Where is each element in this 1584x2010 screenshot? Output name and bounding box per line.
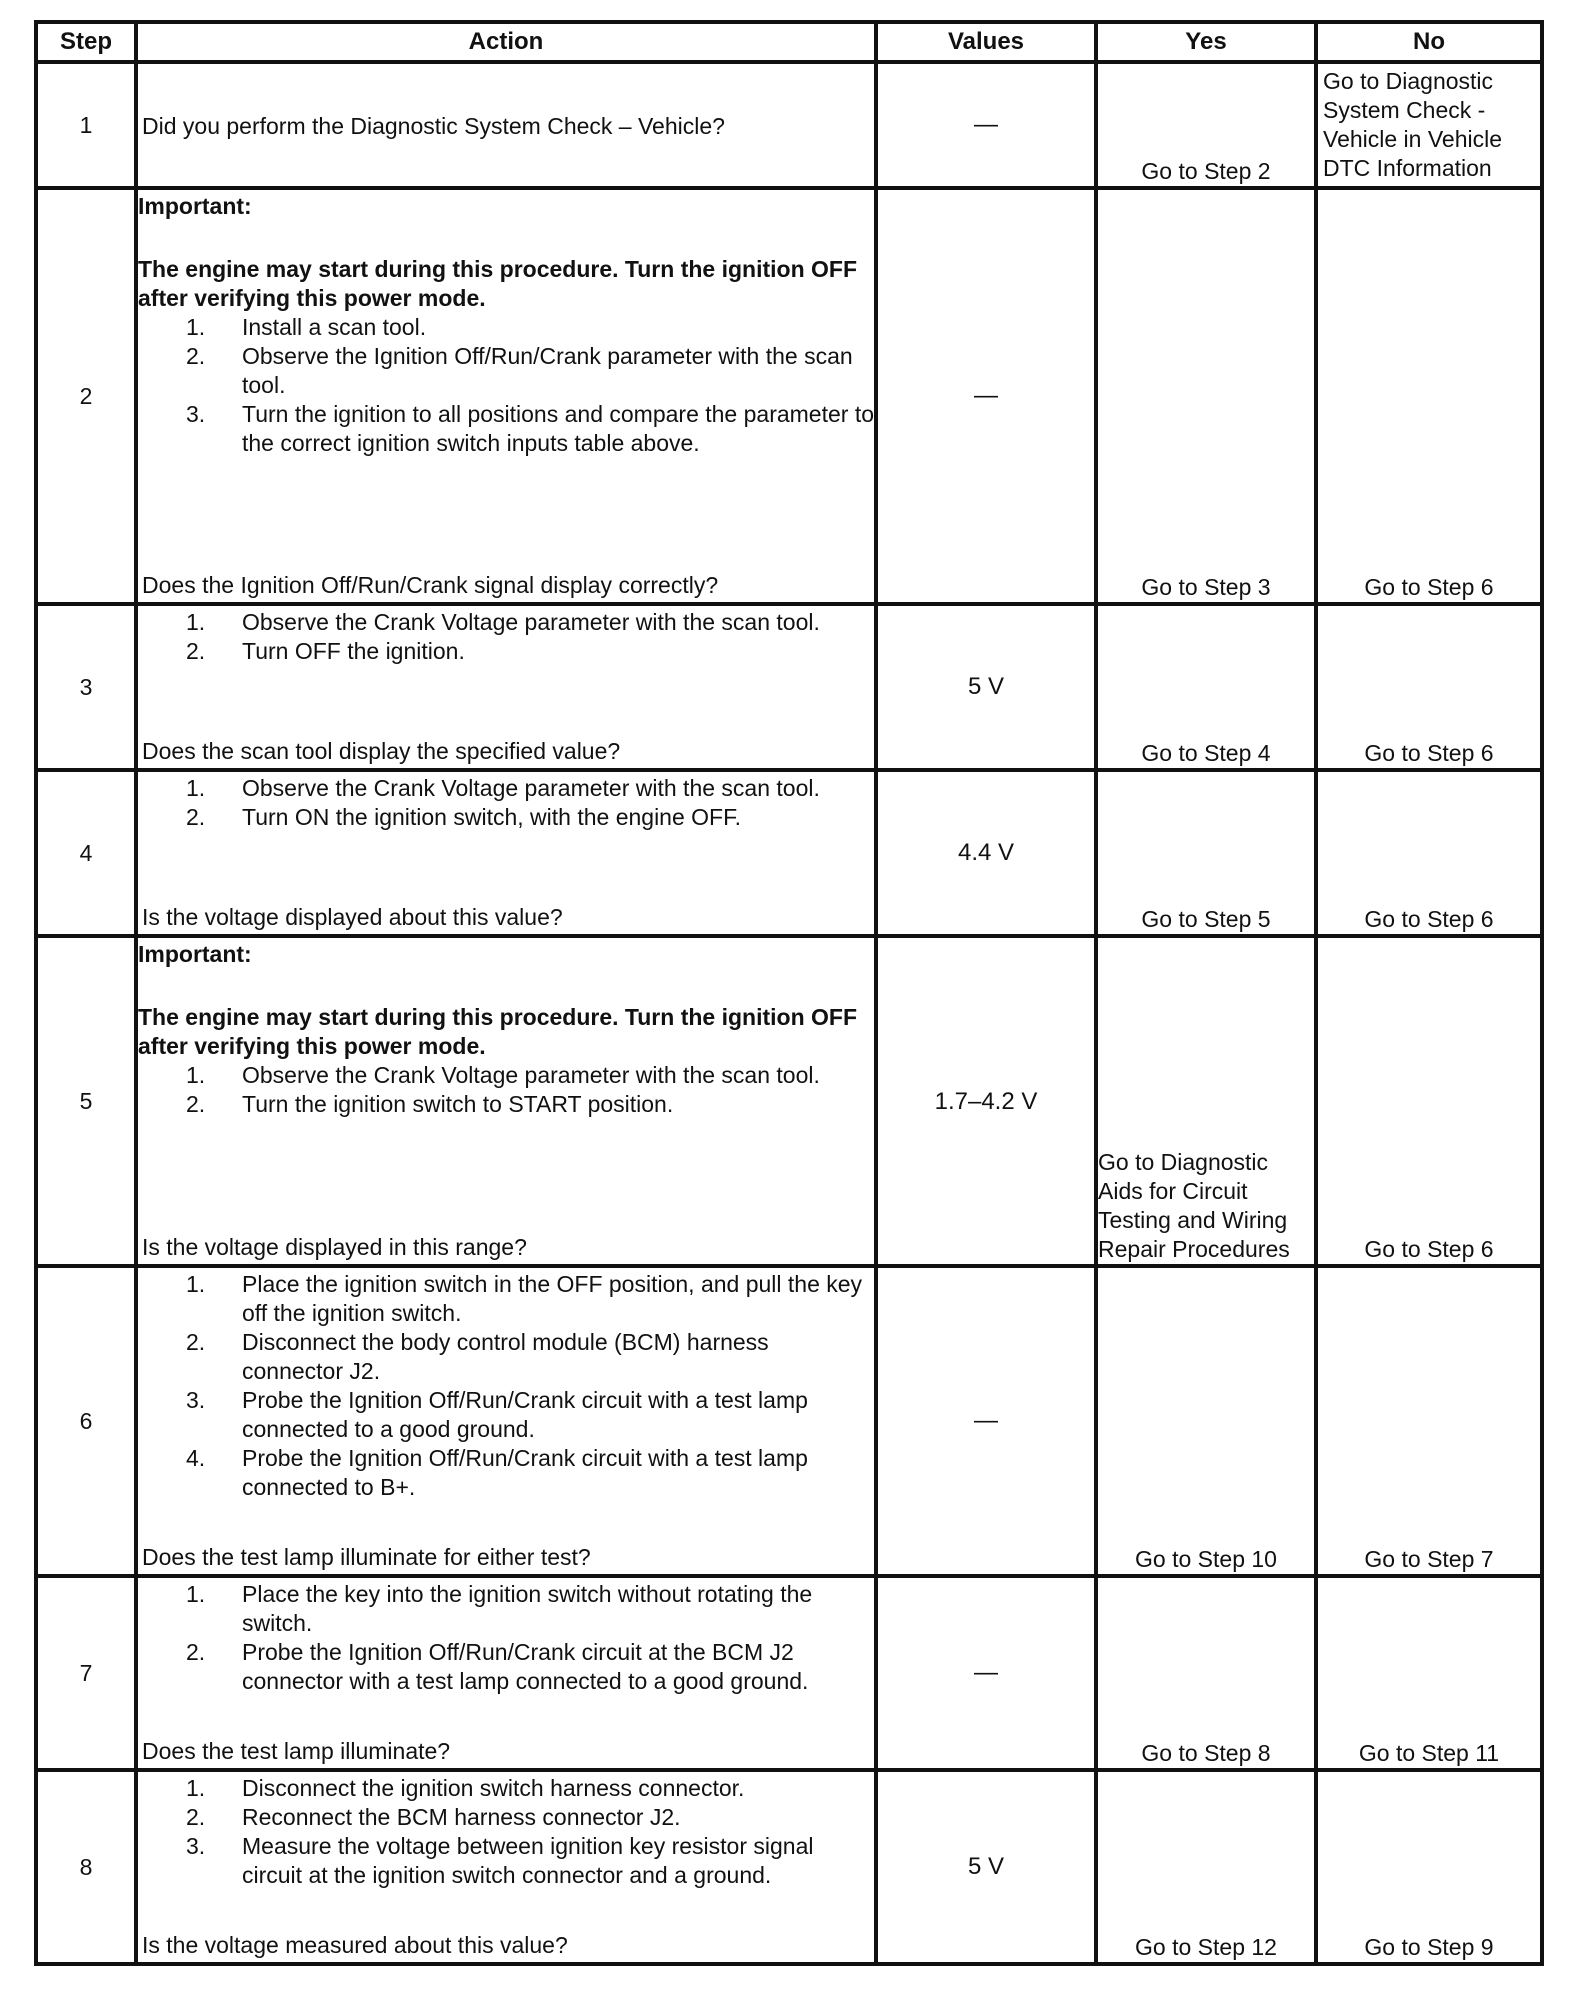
yes-cell: Go to Step 2 [1096,62,1316,188]
list-item: 1. Place the ignition switch in the OFF position, and pull the key off the ignition switch. [186,1271,863,1326]
header-values: Values [876,22,1096,62]
action-question: Does the scan tool display the specified value? [142,738,621,764]
value-cell: — [876,188,1096,604]
yes-cell: Go to Step 5 [1096,770,1316,936]
no-cell: Go to Step 6 [1316,604,1542,770]
list-item: 2. Turn OFF the ignition. [186,638,465,664]
action-cell [136,1266,876,1576]
table-row [36,1266,1542,1576]
no-cell: Go to Step 6 [1316,770,1542,936]
list-item: 2. Probe the Ignition Off/Run/Crank circuit at the BCM J2 connector with a test lamp connected to a good ground. [186,1639,809,1694]
action-question: Does the Ignition Off/Run/Crank signal display correctly? [142,572,719,598]
important-text: The engine may start during this procedure. Turn the ignition OFF after verifying this power mode. [138,256,857,311]
step-number: 2 [36,188,136,604]
value-cell: 5 V [876,604,1096,770]
no-cell: Go to Step 11 [1316,1576,1542,1770]
table-row [36,62,1542,188]
yes-cell: Go to Step 10 [1096,1266,1316,1576]
action-cell [136,1770,876,1964]
step-number: 1 [36,62,136,188]
list-item: 1. Observe the Crank Voltage parameter with the scan tool. [186,1062,820,1088]
procedure-list [138,774,874,832]
value-cell: 1.7–4.2 V [876,936,1096,1266]
no-cell: Go to Diagnostic System Check - Vehicle in Vehicle DTC Information [1316,62,1542,188]
action-cell [136,62,876,188]
list-item: 2. Disconnect the body control module (BCM) harness connector J2. [186,1329,769,1384]
list-item: 1. Install a scan tool. [186,314,427,340]
yes-cell: Go to Step 3 [1096,188,1316,604]
step-number: 7 [36,1576,136,1770]
procedure-list [138,1270,874,1502]
header-yes: Yes [1096,22,1316,62]
list-item: 2. Observe the Ignition Off/Run/Crank parameter with the scan tool. [186,343,853,398]
list-item: 2. Reconnect the BCM harness connector J2. [186,1804,681,1830]
step-number: 6 [36,1266,136,1576]
header-step: Step [36,22,136,62]
action-cell [136,770,876,936]
list-item: 1. Disconnect the ignition switch harness connector. [186,1775,745,1801]
list-item: 3. Measure the voltage between ignition key resistor signal circuit at the ignition switch connector and a ground. [186,1833,814,1888]
no-cell: Go to Step 6 [1316,936,1542,1266]
action-question: Is the voltage displayed in this range? [142,1234,527,1260]
list-item: 2. Turn ON the ignition switch, with the engine OFF. [186,804,741,830]
yes-cell: Go to Step 12 [1096,1770,1316,1964]
table-row [36,1576,1542,1770]
action-cell [136,936,876,1266]
table-row [36,770,1542,936]
diagnostic-table [34,20,1544,1966]
procedure-list [138,1061,874,1119]
procedure-list [138,608,874,666]
step-number: 5 [36,936,136,1266]
action-question: Does the test lamp illuminate? [142,1738,451,1764]
diagnostic-table-sheet [34,20,1540,1966]
value-cell: — [876,1576,1096,1770]
yes-cell: Go to Diagnostic Aids for Circuit Testing and Wiring Repair Procedures [1096,936,1316,1266]
action-cell [136,1576,876,1770]
header-action: Action [136,22,876,62]
action-cell [136,188,876,604]
action-question: Did you perform the Diagnostic System Check – Vehicle? [142,113,725,139]
value-cell: 5 V [876,1770,1096,1964]
list-item: 3. Probe the Ignition Off/Run/Crank circuit with a test lamp connected to a good ground. [186,1387,808,1442]
procedure-list [138,1580,874,1696]
yes-cell: Go to Step 4 [1096,604,1316,770]
table-row [36,604,1542,770]
list-item: 2. Turn the ignition switch to START position. [186,1091,674,1117]
no-cell: Go to Step 6 [1316,188,1542,604]
table-row [36,1770,1542,1964]
list-item: 1. Observe the Crank Voltage parameter with the scan tool. [186,775,820,801]
action-question: Does the test lamp illuminate for either test? [142,1544,591,1570]
action-question: Is the voltage measured about this value? [142,1932,568,1958]
procedure-list [138,313,874,458]
action-cell [136,604,876,770]
important-label: Important: [138,193,252,219]
list-item: 1. Place the key into the ignition switch without rotating the switch. [186,1581,813,1636]
step-number: 8 [36,1770,136,1964]
list-item: 4. Probe the Ignition Off/Run/Crank circuit with a test lamp connected to B+. [186,1445,808,1500]
no-cell: Go to Step 9 [1316,1770,1542,1964]
value-cell: — [876,62,1096,188]
step-number: 4 [36,770,136,936]
table-row [36,188,1542,604]
important-label: Important: [138,941,252,967]
no-cell: Go to Step 7 [1316,1266,1542,1576]
list-item: 3. Turn the ignition to all positions and compare the parameter to the correct ignition switch inputs table above. [186,401,875,456]
list-item: 1. Observe the Crank Voltage parameter with the scan tool. [186,609,820,635]
yes-cell: Go to Step 8 [1096,1576,1316,1770]
action-question: Is the voltage displayed about this value? [142,904,563,930]
value-cell: 4.4 V [876,770,1096,936]
step-number: 3 [36,604,136,770]
value-cell: — [876,1266,1096,1576]
header-row [36,22,1542,62]
table-row [36,936,1542,1266]
header-no: No [1316,22,1542,62]
procedure-list [138,1774,874,1890]
important-text: The engine may start during this procedure. Turn the ignition OFF after verifying this power mode. [138,1004,857,1059]
